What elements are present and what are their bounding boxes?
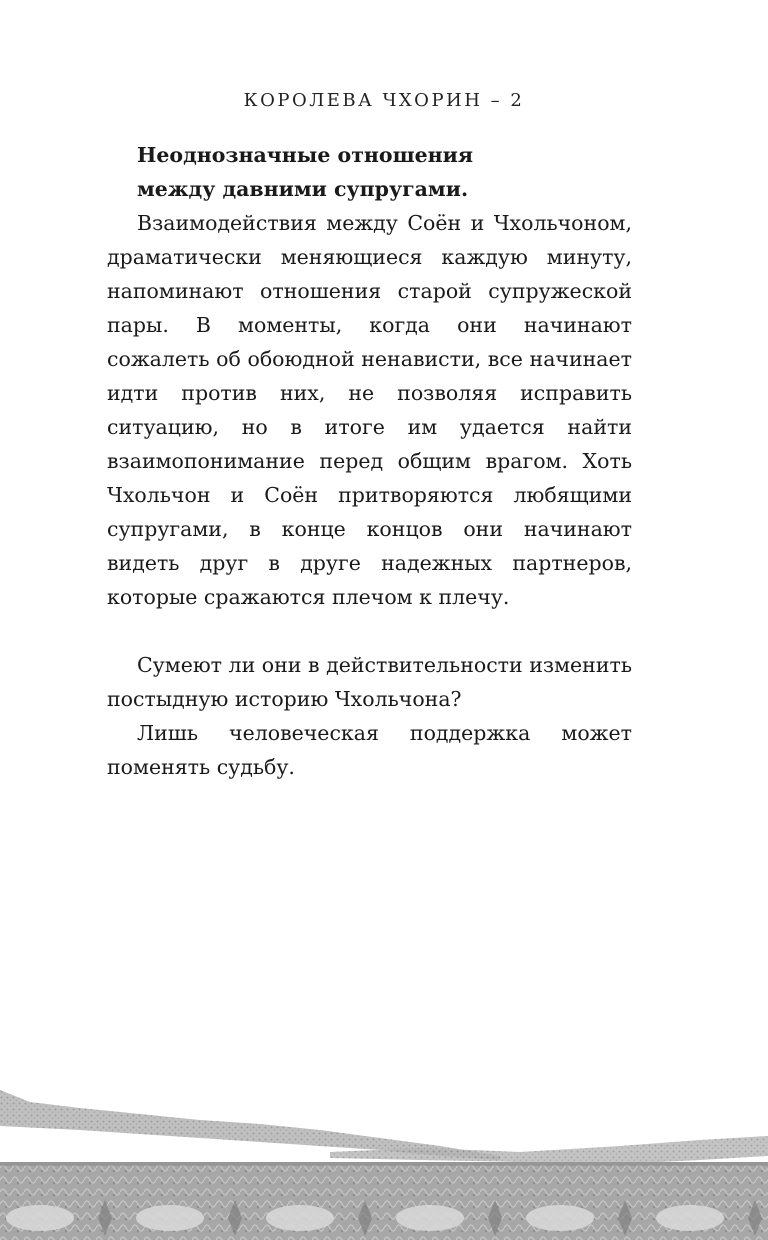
paragraph-3: Лишь человеческая поддержка может поменять судьбу. [107, 721, 632, 779]
paragraph-gap [107, 614, 632, 648]
paragraph-1: Взаимодействия между Соён и Чхольчоном, драматически меняющиеся каждую минуту, напоминают отношения старой супружеской пары. В моменты, когда они начинают сожалеть об обоюдной ненависти, все начинает идти против них, не позволяя исправить ситуацию, но в итоге им удается найти взаимопонимание перед общим врагом. Хоть Чхольчон и Соён притворяются любящими супругами, в конце концов они начинают видеть друг в друге надежных партнеров, которые сражаются плечом к плечу. [107, 211, 632, 609]
heading-line-1: Неоднозначные отношения [137, 143, 474, 167]
main-text [107, 138, 632, 784]
ornament-band-edge [0, 1162, 768, 1166]
running-head: КОРОЛЕВА ЧХОРИН – 2 [243, 90, 525, 111]
paragraph-2: Сумеют ли они в действительности изменить постыдную историю Чхольчона? [107, 653, 632, 711]
heading-line-2: между давними супругами. [137, 177, 469, 201]
section-heading [107, 138, 632, 206]
ornament-lace-band [0, 1162, 768, 1240]
decorative-ornament-band [0, 1090, 768, 1240]
